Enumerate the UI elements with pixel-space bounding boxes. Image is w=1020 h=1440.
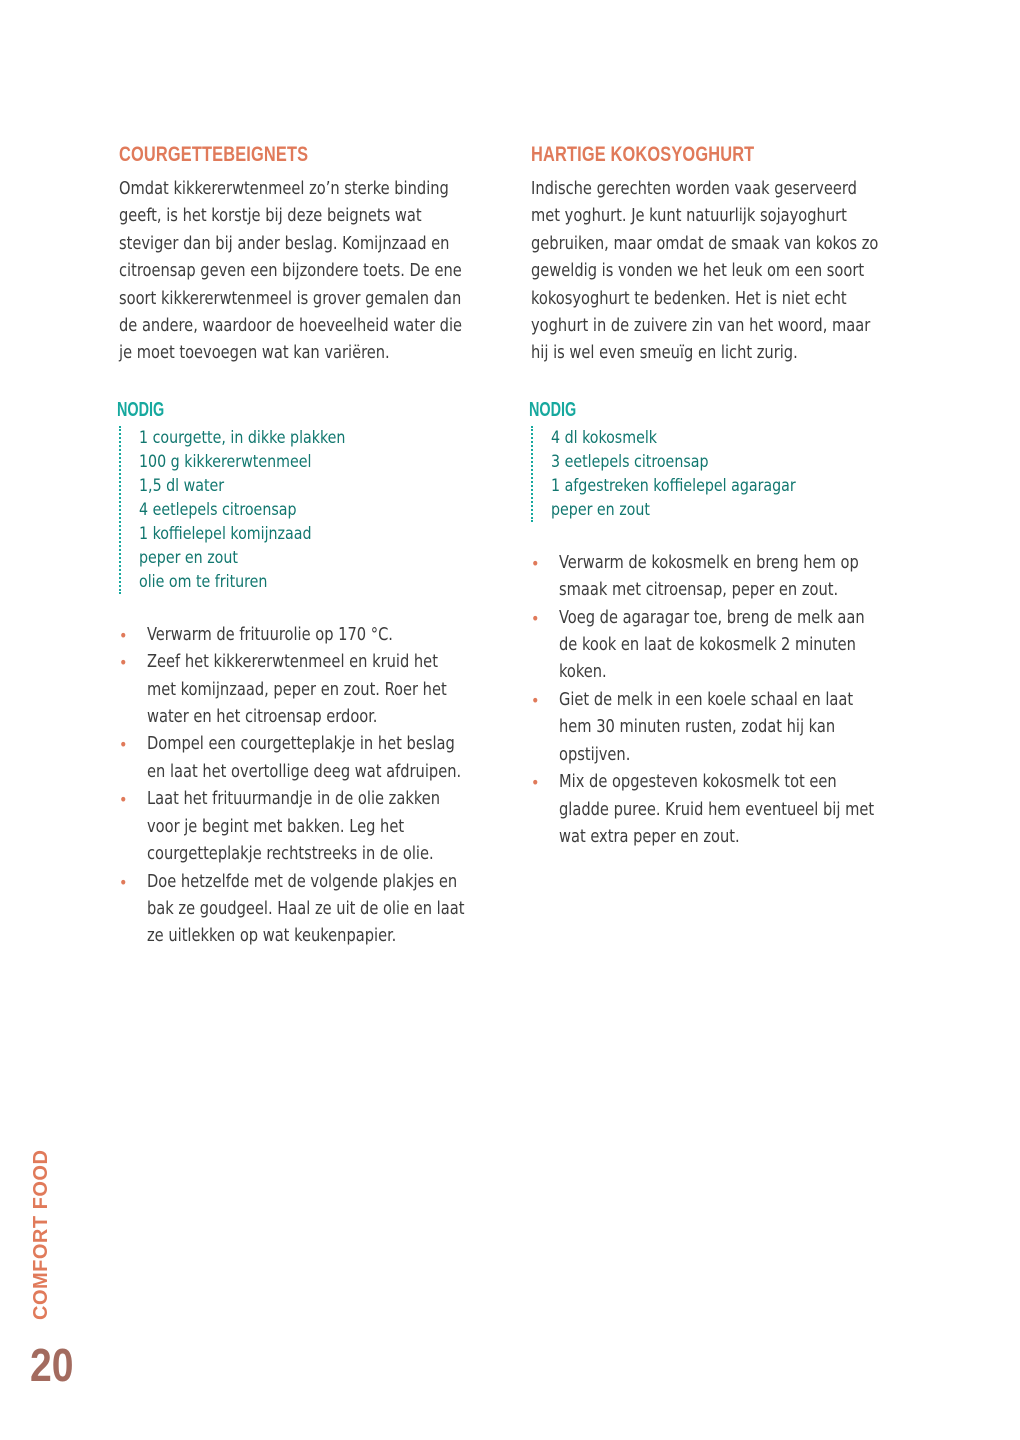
step-line: Giet de melk in een koele schaal en laat bbox=[559, 689, 854, 710]
step-text bbox=[147, 622, 491, 649]
ingredient-item: 1 afgestreken koffielepel agaragar bbox=[551, 475, 796, 496]
intro-line: met yoghurt. Je kunt natuurlijk sojayoghurt bbox=[531, 206, 847, 227]
intro-line: soort kikkererwtenmeel is grover gemalen dan bbox=[119, 288, 462, 309]
bullet-icon: • bbox=[119, 653, 128, 673]
step-list bbox=[119, 622, 499, 951]
step-line: Voeg de agaragar toe, breng de melk aan bbox=[559, 607, 865, 628]
ingredient-item: 4 eetlepels citroensap bbox=[139, 499, 297, 520]
step-line: Verwarm de frituurolie op 170 °C. bbox=[147, 624, 393, 645]
step-text bbox=[559, 550, 903, 605]
intro-line: geweldig is vonden we het leuk om een soort bbox=[531, 261, 865, 282]
step-line: en laat het overtollige deeg wat afdruipen. bbox=[147, 761, 462, 782]
step-line: hem 30 minuten rusten, zodat hij kan bbox=[559, 717, 836, 738]
step-text bbox=[559, 769, 903, 851]
step-line: Dompel een courgetteplakje in het beslag bbox=[147, 734, 455, 755]
ingredients-heading: NODIG bbox=[117, 398, 165, 421]
step-text bbox=[147, 731, 491, 786]
recipe-title: HARTIGE KOKOSYOGHURT bbox=[531, 143, 755, 166]
step-item bbox=[119, 786, 499, 868]
ingredient-item: 1,5 dl water bbox=[139, 475, 225, 496]
step-item bbox=[119, 622, 499, 649]
bullet-icon: • bbox=[119, 790, 128, 810]
step-line: Doe hetzelfde met de volgende plakjes en bbox=[147, 871, 458, 892]
step-item bbox=[119, 649, 499, 731]
step-line: ze uitlekken op wat keukenpapier. bbox=[147, 926, 397, 947]
ingredient-item: olie om te frituren bbox=[139, 571, 268, 592]
step-item bbox=[531, 550, 911, 605]
ingredient-item: 100 g kikkererwtenmeel bbox=[139, 451, 312, 472]
step-text bbox=[147, 786, 491, 868]
step-text bbox=[559, 687, 903, 769]
step-item bbox=[531, 687, 911, 769]
ingredients-heading: NODIG bbox=[529, 398, 577, 421]
ingredient-list bbox=[531, 426, 911, 522]
step-line: koken. bbox=[559, 662, 607, 683]
bullet-icon: • bbox=[531, 773, 540, 793]
step-line: met komijnzaad, peper en zout. Roer het bbox=[147, 679, 447, 700]
intro-line: de andere, waardoor de hoeveelheid water die bbox=[119, 316, 463, 337]
recipe-courgettebeignets bbox=[119, 142, 499, 951]
intro-line: yoghurt in de zuivere zin van het woord, maar bbox=[531, 316, 871, 337]
ingredient-item: 1 koffielepel komijnzaad bbox=[139, 523, 312, 544]
ingredient-list bbox=[119, 426, 499, 594]
step-text bbox=[147, 649, 491, 731]
step-line: wat extra peper en zout. bbox=[559, 826, 740, 847]
step-item bbox=[119, 869, 499, 951]
ingredient-item: peper en zout bbox=[551, 499, 650, 520]
ingredient-item: 4 dl kokosmelk bbox=[551, 427, 658, 448]
ingredient-item: 3 eetlepels citroensap bbox=[551, 451, 709, 472]
bullet-icon: • bbox=[531, 690, 540, 710]
ingredient-item: peper en zout bbox=[139, 547, 238, 568]
page-number: 20 bbox=[30, 1339, 74, 1391]
step-line: smaak met citroensap, peper en zout. bbox=[559, 580, 839, 601]
recipe-hartige-kokosyoghurt bbox=[531, 142, 911, 851]
bullet-icon: • bbox=[119, 625, 128, 645]
bullet-icon: • bbox=[531, 553, 540, 573]
step-line: bak ze goudgeel. Haal ze uit de olie en laat bbox=[147, 898, 465, 919]
intro-line: gebruiken, maar omdat de smaak van kokos zo bbox=[531, 233, 879, 254]
ingredient-item: 1 courgette, in dikke plakken bbox=[139, 427, 346, 448]
recipe-intro bbox=[531, 176, 903, 368]
step-line: Mix de opgesteven kokosmelk tot een bbox=[559, 772, 837, 793]
step-list bbox=[531, 550, 911, 851]
intro-line: hij is wel even smeuïg en licht zurig. bbox=[531, 343, 798, 364]
intro-line: citroensap geven een bijzondere toets. De ene bbox=[119, 261, 462, 282]
bullet-icon: • bbox=[119, 735, 128, 755]
recipe-intro bbox=[119, 176, 491, 368]
recipe-title: COURGETTEBEIGNETS bbox=[119, 143, 309, 166]
intro-line: je moet toevoegen wat kan variëren. bbox=[119, 343, 390, 364]
bullet-icon: • bbox=[531, 608, 540, 628]
section-label: COMFORT FOOD bbox=[30, 1149, 52, 1320]
step-line: courgetteplakje rechtstreeks in de olie. bbox=[147, 844, 434, 865]
step-line: opstijven. bbox=[559, 744, 631, 765]
intro-line: kokosyoghurt te bedenken. Het is niet echt bbox=[531, 288, 847, 309]
step-line: water en het citroensap erdoor. bbox=[147, 707, 378, 728]
bullet-icon: • bbox=[119, 872, 128, 892]
step-item bbox=[531, 769, 911, 851]
intro-line: geeft, is het korstje bij deze beignets wat bbox=[119, 206, 422, 227]
step-text bbox=[559, 605, 903, 687]
step-line: Laat het frituurmandje in de olie zakken bbox=[147, 789, 441, 810]
intro-line: steviger dan bij ander beslag. Komijnzaad en bbox=[119, 233, 450, 254]
step-line: voor je begint met bakken. Leg het bbox=[147, 816, 405, 837]
intro-line: Indische gerechten worden vaak geserveerd bbox=[531, 179, 857, 199]
step-line: de kook en laat de kokosmelk 2 minuten bbox=[559, 635, 856, 656]
step-item bbox=[531, 605, 911, 687]
step-line: Verwarm de kokosmelk en breng hem op bbox=[559, 552, 859, 573]
step-text bbox=[147, 869, 491, 951]
step-item bbox=[119, 731, 499, 786]
intro-line: Omdat kikkererwtenmeel zo’n sterke binding bbox=[119, 179, 449, 199]
step-line: gladde puree. Kruid hem eventueel bij met bbox=[559, 799, 875, 820]
step-line: Zeef het kikkererwtenmeel en kruid het bbox=[147, 652, 438, 673]
